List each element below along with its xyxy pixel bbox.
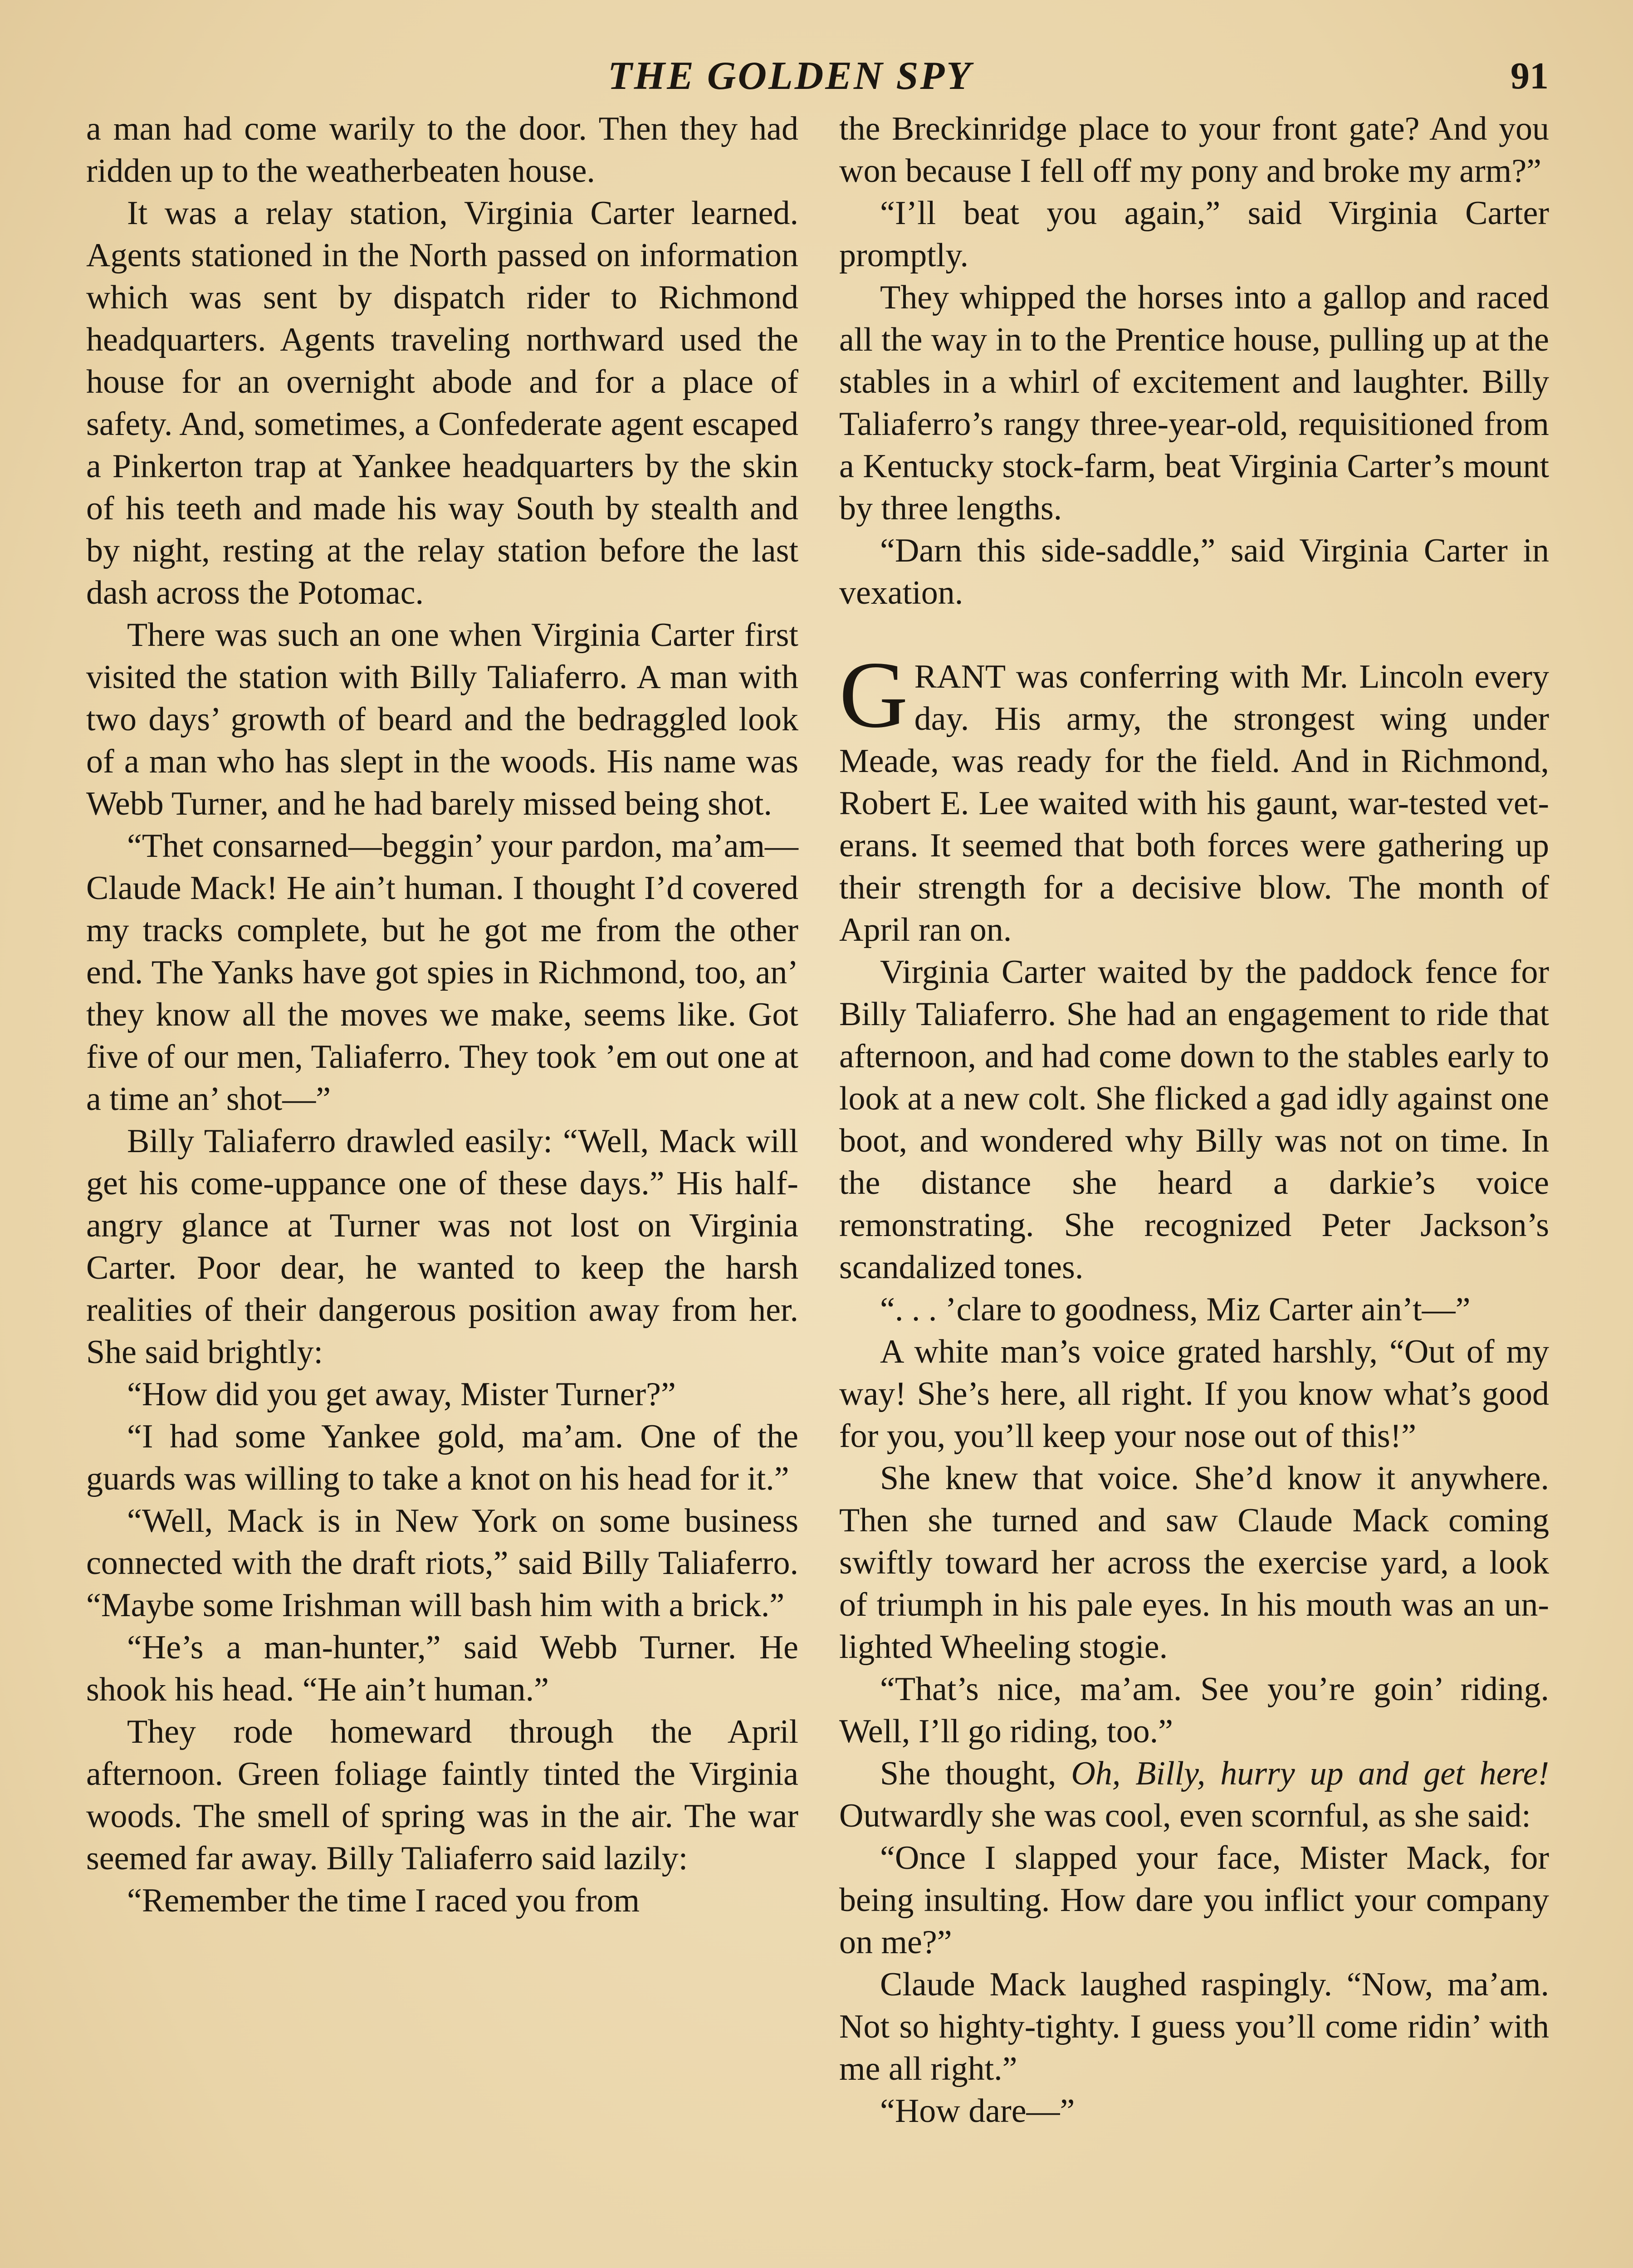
- paragraph: “. . . ’clare to goodness, Miz Carter ain’t—”: [880, 1291, 1471, 1328]
- left-column: [86, 108, 798, 2268]
- thought-italic: Oh, Billy, hurry up and get here!: [1071, 1755, 1549, 1792]
- paragraph: Billy Taliaferro drawled easily: “Well, Mack will get his come-uppance one of these days.” His half-angry glance at Turner was not lost on Virginia Carter. Poor dear, he wanted to keep the harsh realities of their dangerous position away from her. She said brightly:: [86, 1123, 798, 1371]
- paragraph: “I’ll beat you again,” said Virginia Carter promptly.: [839, 195, 1549, 274]
- paragraph-with-thought: [839, 1753, 1549, 1837]
- paragraph: Claude Mack laughed raspingly. “Now, ma’am. Not so highty-tighty. I guess you’ll come ridin’ with me all right.”: [839, 1966, 1549, 2087]
- paragraph: “I had some Yankee gold, ma’am. One of the guards was willing to take a knot on his head for it.”: [86, 1418, 798, 1497]
- paragraph: “Remember the time I raced you from: [127, 1882, 640, 1919]
- section-opening-paragraph: [839, 642, 1549, 951]
- paragraph: a man had come warily to the door. Then they had ridden up to the weatherbeaten house.: [86, 110, 798, 190]
- paragraph: “He’s a man-hunter,” said Webb Turner. He shook his head. “He ain’t human.”: [86, 1629, 798, 1708]
- page-number: 91: [1511, 55, 1549, 97]
- paragraph: There was such an one when Virginia Carter first visited the station with Billy Taliaferro. A man with two days’ growth of beard and the bedraggled look of a man who has slept in the woods. His name was Webb Turner, and he had barely missed being shot.: [86, 616, 798, 822]
- paragraph: “That’s nice, ma’am. See you’re goin’ riding. Well, I’ll go riding, too.”: [839, 1671, 1549, 1750]
- paragraph: “Once I slapped your face, Mister Mack, for being insulting. How dare you inflict your company on me?”: [839, 1839, 1549, 1961]
- page-header: [0, 49, 1633, 103]
- thought-tail: Outwardly she was cool, even scornful, as she said:: [839, 1797, 1531, 1834]
- thought-lead: She thought,: [880, 1755, 1071, 1792]
- right-column: [839, 108, 1549, 2268]
- paragraph: They rode homeward through the April afternoon. Green foliage faintly tinted the Virginia woods. The smell of spring was in the air. The war seemed far away. Billy Taliaferro said lazily:: [86, 1713, 798, 1877]
- section-opening-text: RANT was conferring with Mr. Lincoln every day. His army, the strongest wing under Meade, was ready for the field. And in Richmond, Robert E. Lee waited with his gaunt, war-tested veterans. It seemed that both forces were gathering up their strength for a decisive blow. The month of April ran on.: [839, 658, 1549, 948]
- paragraph: “Well, Mack is in New York on some business connected with the draft riots,” said Billy Taliaferro. “Maybe some Irishman will bash him with a brick.”: [86, 1502, 798, 1624]
- paragraph: She knew that voice. She’d know it anywhere. Then she turned and saw Claude Mack coming swiftly toward her across the exercise yard, a look of triumph in his pale eyes. In his mouth was an unlighted Wheeling stogie.: [839, 1460, 1549, 1666]
- paragraph: They whipped the horses into a gallop and raced all the way in to the Prentice house, pulling up at the stables in a whirl of excitement and laughter. Billy Taliaferro’s rangy three-year-old, requisitioned from a Kentucky stock-farm, beat Virginia Carter’s mount by three lengths.: [839, 279, 1549, 527]
- drop-cap: G: [839, 642, 908, 748]
- paragraph: A white man’s voice grated harshly, “Out of my way! She’s here, all right. If you know what’s good for you, you’ll keep your nose out of this!”: [839, 1333, 1549, 1455]
- paragraph: “Thet consarned—beggin’ your pardon, ma’am—Claude Mack! He ain’t human. I thought I’d covered my tracks complete, but he got me from the other end. The Yanks have got spies in Richmond, too, an’ they know all the moves we make, seems like. Got five of our men, Taliaferro. They took ’em out one at a time an’ shot—”: [86, 827, 798, 1118]
- paragraph: Virginia Carter waited by the paddock fence for Billy Taliaferro. She had an engagement to ride that afternoon, and had come down to the stables early to look at a new colt. She flicked a gad idly against one boot, and wondered why Billy was not on time. In the distance she heard a darkie’s voice remonstrating. She recognized Peter Jackson’s scandalized tones.: [839, 953, 1549, 1286]
- running-title: THE GOLDEN SPY: [608, 54, 973, 98]
- paragraph: “How dare—”: [880, 2092, 1075, 2130]
- paragraph: the Breckinridge place to your front gate? And you won because I fell off my pony and broke my arm?”: [839, 110, 1549, 190]
- paragraph: “How did you get away, Mister Turner?”: [127, 1376, 676, 1413]
- paragraph: It was a relay station, Virginia Carter learned. Agents stationed in the North passed on information which was sent by dispatch rider to Richmond headquarters. Agents traveling northward used the house for an overnight abode and for a place of safety. And, sometimes, a Confederate agent escaped a Pinkerton trap at Yankee headquarters by the skin of his teeth and made his way South by stealth and by night, resting at the relay station before the last dash across the Potomac.: [86, 195, 798, 611]
- paragraph: “Darn this side-saddle,” said Virginia Carter in vexation.: [839, 532, 1549, 611]
